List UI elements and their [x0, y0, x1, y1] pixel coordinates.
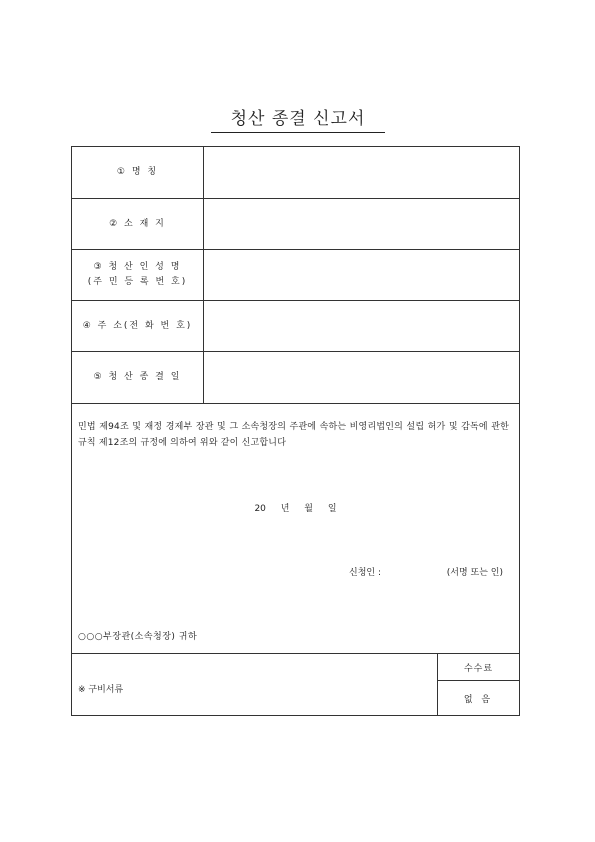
- applicant-label: 신청인 :: [349, 568, 382, 578]
- label-name: [72, 147, 204, 198]
- liquidator-field[interactable]: [203, 250, 519, 300]
- location-field[interactable]: [203, 199, 519, 249]
- label-location-text: ② 소 재 지: [109, 218, 166, 229]
- date-line: 20 년 월 일: [254, 504, 337, 514]
- label-closing-date-text: ⑤ 청 산 종 결 일: [93, 372, 182, 382]
- fee-header: 수수료: [438, 654, 519, 681]
- signature-note: (서명 또는 인): [446, 568, 503, 578]
- name-field[interactable]: [203, 147, 519, 198]
- addressee: ○○○부장관(소속청장) 귀하: [78, 632, 198, 642]
- closing-date-field[interactable]: [203, 352, 519, 403]
- required-documents: ※ 구비서류: [78, 685, 124, 695]
- fee-value: 없 음: [463, 694, 494, 705]
- attachments-section: [72, 654, 519, 715]
- statement-text: 민법 제94조 및 재정 경제부 장관 및 그 소속청장의 주관에 속하는 비영리법인의 설립 허가 및 감독에 관한 규칙 제12조의 규정에 의하여 위와 같이 신고합니다: [78, 422, 509, 448]
- statement-section: [72, 404, 519, 654]
- row-address: [72, 301, 519, 352]
- applicant-line: [349, 565, 503, 578]
- label-address-text: ④ 주 소(전 화 번 호): [82, 320, 193, 331]
- label-liquidator-text: ③ 청 산 인 성 명: [93, 262, 182, 272]
- row-location: [72, 199, 519, 250]
- document-title: 청산 종결 신고서: [211, 104, 385, 133]
- label-address: [72, 301, 204, 351]
- address-field[interactable]: [203, 301, 519, 351]
- label-liquidator: [72, 250, 204, 300]
- label-location: [72, 199, 204, 249]
- label-name-text: ① 명 칭: [116, 167, 159, 177]
- label-liquidator-id-text: (주 민 등 록 번 호): [87, 277, 188, 287]
- row-closing-date: [72, 352, 519, 404]
- label-closing-date: [72, 352, 204, 403]
- fee-box: [437, 654, 519, 715]
- row-liquidator: [72, 250, 519, 301]
- row-name: [72, 147, 519, 199]
- report-form: [71, 146, 520, 716]
